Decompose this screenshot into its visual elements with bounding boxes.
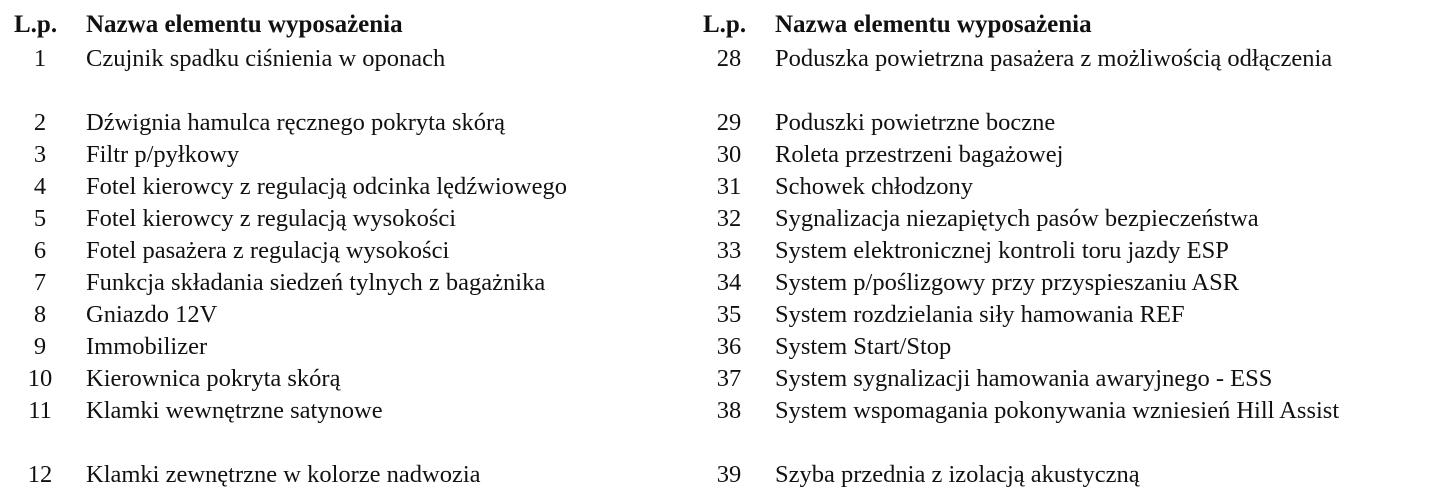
row-name: Fotel pasażera z regulacją wysokości	[86, 237, 450, 264]
table-row	[703, 331, 1433, 363]
table-row	[14, 395, 694, 459]
row-number: 8	[33, 301, 47, 328]
row-name: System rozdzielania siły hamowania REF	[775, 301, 1185, 328]
row-name: Klamki zewnętrzne w kolorze nadwozia	[86, 461, 481, 488]
row-name: System Start/Stop	[775, 333, 952, 360]
row-number: 39	[716, 461, 742, 488]
table-row	[14, 171, 694, 203]
row-number: 34	[716, 269, 742, 296]
row-number: 4	[33, 173, 47, 200]
equipment-list-left	[14, 8, 694, 491]
table-row	[703, 43, 1433, 107]
row-number: 38	[716, 397, 742, 424]
row-name: Gniazdo 12V	[86, 301, 218, 328]
row-name: System elektronicznej kontroli toru jazdy ESP	[775, 237, 1229, 264]
row-name: Filtr p/pyłkowy	[86, 141, 240, 168]
row-name: Dźwignia hamulca ręcznego pokryta skórą	[86, 109, 506, 136]
table-row	[703, 363, 1433, 395]
table-row	[703, 171, 1433, 203]
table-row	[14, 203, 694, 235]
lp-header: L.p.	[14, 11, 58, 38]
row-number: 37	[716, 365, 742, 392]
name-header: Nazwa elementu wyposażenia	[775, 11, 1092, 38]
table-row	[14, 299, 694, 331]
row-name: Klamki wewnętrzne satynowe	[86, 397, 383, 424]
table-row	[703, 299, 1433, 331]
row-number: 31	[716, 173, 742, 200]
row-number: 29	[716, 109, 742, 136]
row-name: Poduszki powietrzne boczne	[775, 109, 1056, 136]
row-number: 11	[28, 397, 52, 424]
row-number: 28	[716, 45, 742, 72]
row-number: 30	[716, 141, 742, 168]
row-number: 3	[33, 141, 47, 168]
table-row	[703, 235, 1433, 267]
lp-header: L.p.	[703, 11, 747, 38]
table-row	[14, 43, 694, 107]
row-number: 6	[33, 237, 47, 264]
row-number: 1	[33, 45, 47, 72]
row-name: System p/poślizgowy przy przyspieszaniu ASR	[775, 269, 1240, 296]
table-row	[14, 235, 694, 267]
table-header-left	[14, 8, 694, 43]
row-name: Szyba przednia z izolacją akustyczną	[775, 461, 1140, 488]
row-number: 36	[716, 333, 742, 360]
table-row	[703, 395, 1433, 459]
row-name: System sygnalizacji hamowania awaryjnego - ESS	[775, 365, 1273, 392]
row-number: 33	[716, 237, 742, 264]
table-row	[703, 203, 1433, 235]
row-name: Immobilizer	[86, 333, 208, 360]
table-row	[703, 139, 1433, 171]
table-row	[14, 107, 694, 139]
row-number: 7	[33, 269, 47, 296]
row-name: Fotel kierowcy z regulacją odcinka lędźwiowego	[86, 173, 567, 200]
row-number: 10	[27, 365, 53, 392]
table-row	[14, 139, 694, 171]
table-header-right	[703, 8, 1433, 43]
row-name: Schowek chłodzony	[775, 173, 973, 200]
table-row	[703, 107, 1433, 139]
table-row	[703, 267, 1433, 299]
row-name: Kierownica pokryta skórą	[86, 365, 341, 392]
row-number: 32	[716, 205, 742, 232]
row-number: 35	[716, 301, 742, 328]
table-row	[14, 459, 694, 491]
table-row	[14, 267, 694, 299]
row-name: Funkcja składania siedzeń tylnych z bagażnika	[86, 269, 546, 296]
row-name: Fotel kierowcy z regulacją wysokości	[86, 205, 457, 232]
row-name: Poduszka powietrzna pasażera z możliwością odłączenia	[775, 45, 1333, 72]
row-name: System wspomagania pokonywania wzniesień Hill Assist	[775, 397, 1340, 424]
row-number: 5	[33, 205, 47, 232]
row-name: Roleta przestrzeni bagażowej	[775, 141, 1064, 168]
table-row	[14, 331, 694, 363]
name-header: Nazwa elementu wyposażenia	[86, 11, 403, 38]
row-number: 9	[33, 333, 47, 360]
row-name: Czujnik spadku ciśnienia w oponach	[86, 45, 446, 72]
table-row	[14, 363, 694, 395]
row-number: 2	[33, 109, 47, 136]
row-name: Sygnalizacja niezapiętych pasów bezpieczeństwa	[775, 205, 1259, 232]
equipment-list-right	[703, 8, 1433, 491]
row-number: 12	[27, 461, 53, 488]
table-row	[703, 459, 1433, 491]
